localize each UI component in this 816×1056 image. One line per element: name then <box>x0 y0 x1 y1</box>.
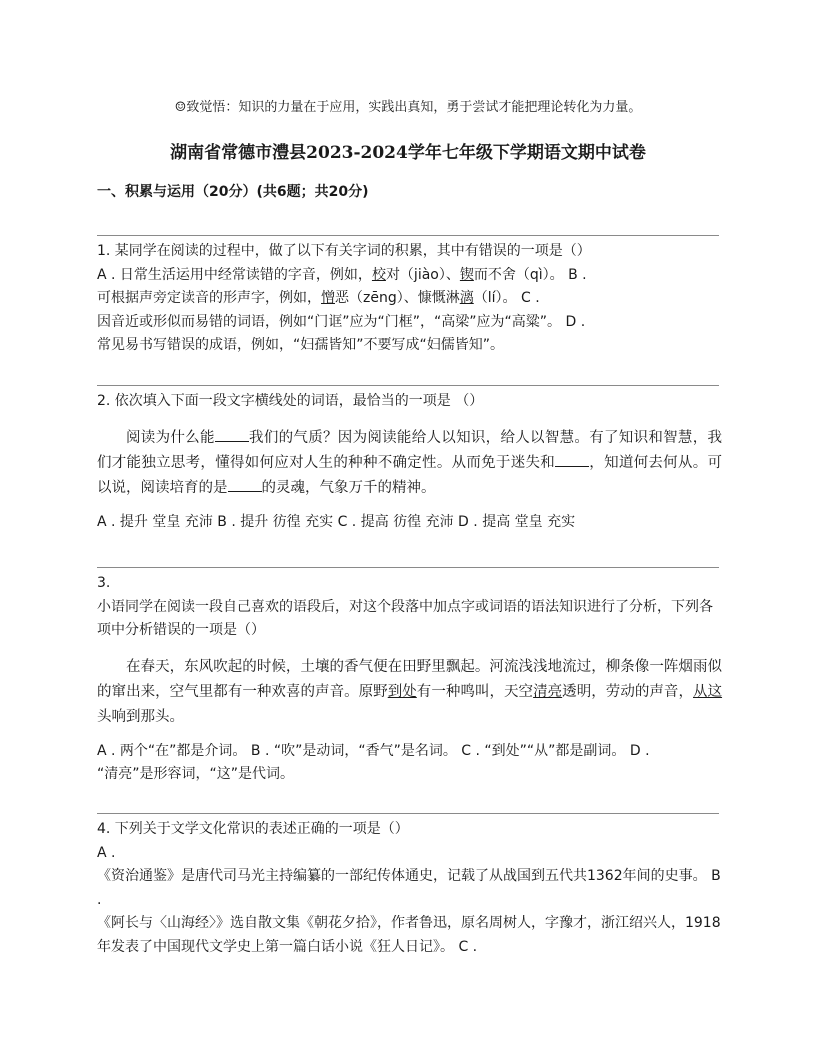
question-3 <box>97 572 722 787</box>
question-1 <box>97 240 722 358</box>
divider-q3 <box>97 567 719 568</box>
blank-1 <box>215 428 249 442</box>
blank-2 <box>555 453 589 467</box>
divider-q1 <box>97 235 719 236</box>
divider-q2 <box>97 385 719 386</box>
q3-passage: 在春天，东风吹起的时候，土壤的香气便在田野里飘起。河流浅浅地流过，柳条像一阵烟雨似的窜出来，空气里都有一种欢喜的声音。原野到处有一种鸣叫，天空清亮透明，劳动的声音，从这头响到那头。 <box>97 658 723 725</box>
q4-stem: 4. 下列关于文学文化常识的表述正确的一项是（） <box>97 821 409 837</box>
q4-option-a-label: A . <box>97 844 116 861</box>
q3-options-line2: “清亮”是形容词，“这”是代词。 <box>97 766 295 782</box>
q3-number: 3. <box>97 575 111 591</box>
q4-option-a: 《资治通鉴》是唐代司马光主持编纂的一部纪传体通史，记载了从战国到五代共1362年间的史事。 B . <box>97 868 721 908</box>
q2-stem: 2. 依次填入下面一段文字横线处的词语，最恰当的一项是 （） <box>97 393 484 409</box>
exam-title: 湖南省常德市澧县2023-2024学年七年级下学期语文期中试卷 <box>170 143 646 163</box>
q3-options-line1: A . 两个“在”都是介词。 B . “吹”是动词，“香气”是名词。 C . “到处”“从”都是副词。 D . <box>97 742 650 759</box>
section-heading: 一、积累与运用（20分）(共6题；共20分) <box>97 184 369 200</box>
divider-q4 <box>97 813 719 814</box>
q1-option-b: 可根据声旁定读音的形声字，例如，憎恶（zēng）、慷慨淋漓（lí）。 C . <box>97 290 540 306</box>
motto-line: ☺致觉悟：知识的力量在于应用，实践出真知，勇于尝试才能把理论转化为力量。 <box>174 100 642 115</box>
q1-option-c: 因音近或形似而易错的词语，例如“门诓”应为“门框”，“高梁”应为“高粱”。 D . <box>97 313 586 330</box>
q3-stem: 小语同学在阅读一段自己喜欢的语段后，对这个段落中加点字或词语的语法知识进行了分析，下列各项中分析错误的一项是（） <box>97 598 713 638</box>
question-2 <box>97 390 722 534</box>
blank-3 <box>228 478 262 492</box>
q2-options: A . 提升 堂皇 充沛 B . 提升 彷徨 充实 C . 提高 彷徨 充沛 D . 提高 堂皇 充实 <box>97 513 576 530</box>
q1-option-a: A . 日常生活运用中经常读错的字音，例如，校对（jiào）、锲而不舍（qì）。 B . <box>97 266 587 283</box>
q4-option-b: 《阿长与〈山海经〉》选自散文集《朝花夕拾》，作者鲁迅，原名周树人，字豫才，浙江绍兴人，1918年发表了中国现代文学史上第一篇白话小说《狂人日记》。 C . <box>97 915 721 955</box>
q2-passage: 阅读为什么能 我们的气质？因为阅读能给人以知识，给人以智慧。有了知识和智慧，我们才能独立思考，懂得如何应对人生的种种不确定性。从而免于迷失和 ，知道何去何从。可以说，阅读培育的是 的灵魂，气象万千的精神。 <box>97 429 723 496</box>
q1-option-d: 常见易书写错误的成语，例如，“妇孺皆知”不要写成“妇儒皆知”。 <box>97 337 505 353</box>
question-4 <box>97 818 722 959</box>
q1-stem: 1. 某同学在阅读的过程中，做了以下有关字词的积累，其中有错误的一项是（） <box>97 243 591 259</box>
